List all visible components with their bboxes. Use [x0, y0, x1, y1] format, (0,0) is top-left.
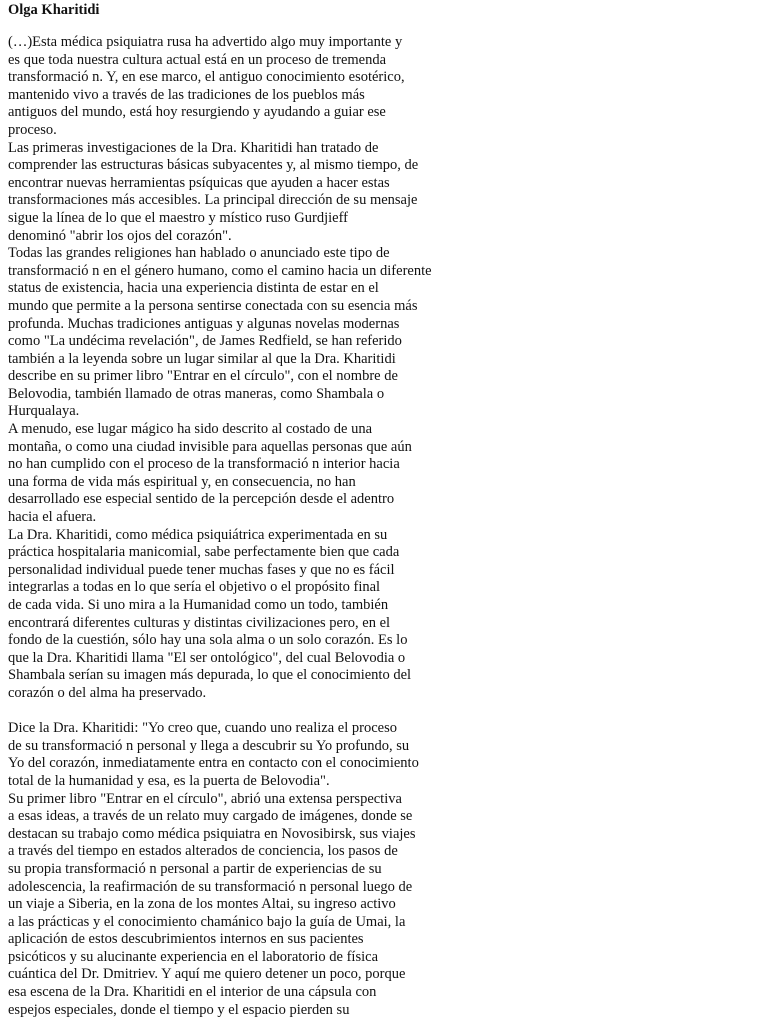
paragraph-gap: [8, 703, 758, 721]
text-line: proceso.: [8, 121, 57, 138]
text-line: que la Dra. Kharitidi llama "El ser ontológico", del cual Belovodia o: [8, 649, 406, 666]
text-line: su propia transformació n personal a partir de experiencias de su: [8, 860, 382, 877]
text-line: destacan su trabajo como médica psiquiatra en Novosibirsk, sus viajes: [8, 825, 416, 842]
text-line: espejos especiales, donde el tiempo y el espacio pierden su: [8, 1001, 350, 1018]
text-line: a esas ideas, a través de un relato muy cargado de imágenes, donde se: [8, 808, 413, 825]
text-line: status de existencia, hacia una experiencia distinta de estar en el: [8, 280, 379, 297]
text-line: sigue la línea de lo que el maestro y místico ruso Gurdjieff: [8, 209, 348, 226]
text-line: una forma de vida más espiritual y, en consecuencia, no han: [8, 473, 356, 490]
text-line: a través del tiempo en estados alterados de conciencia, los pasos de: [8, 843, 398, 860]
text-line: encontrará diferentes culturas y distintas civilizaciones pero, en el: [8, 614, 391, 631]
text-line: (…)Esta médica psiquiatra rusa ha advertido algo muy importante y: [8, 34, 403, 50]
text-line: describe en su primer libro "Entrar en el círculo", con el nombre de: [8, 368, 398, 385]
text-line: adolescencia, la reafirmación de su transformació n personal luego de: [8, 878, 413, 895]
text-line: Dice la Dra. Kharitidi: "Yo creo que, cuando uno realiza el proceso: [8, 720, 397, 737]
text-line: Hurqualaya.: [8, 403, 80, 420]
document-title: Olga Kharitidi: [8, 2, 100, 18]
text-line: A menudo, ese lugar mágico ha sido descrito al costado de una: [8, 421, 373, 438]
text-line: Su primer libro "Entrar en el círculo", abrió una extensa perspectiva: [8, 790, 402, 807]
text-line: La Dra. Kharitidi, como médica psiquiátrica experimentada en su: [8, 526, 388, 543]
text-line: como "La undécima revelación", de James Redfield, se han referido: [8, 333, 402, 350]
text-line: Las primeras investigaciones de la Dra. Kharitidi han tratado de: [8, 139, 379, 156]
text-line: práctica hospitalaria manicomial, sabe perfectamente bien que cada: [8, 544, 400, 561]
text-line: Todas las grandes religiones han hablado o anunciado este tipo de: [8, 245, 390, 262]
text-line: de cada vida. Si uno mira a la Humanidad como un todo, también: [8, 597, 389, 613]
text-line: hacia el afuera.: [8, 509, 97, 526]
text-line: Belovodia, también llamado de otras maneras, como Shambala o: [8, 385, 385, 402]
text-line: Shambala serían su imagen más depurada, lo que el conocimiento del: [8, 667, 412, 684]
document-page: [8, 0, 758, 1019]
text-line: un viaje a Siberia, en la zona de los montes Altai, su ingreso activo: [8, 896, 396, 913]
text-line: montaña, o como una ciudad invisible para aquellas personas que aún: [8, 438, 412, 455]
text-line: corazón o del alma ha preservado.: [8, 684, 207, 701]
text-line: personalidad individual puede tener muchas fases y que no es fácil: [8, 561, 395, 578]
text-line: transformació n. Y, en ese marco, el antiguo conocimiento esotérico,: [8, 69, 405, 86]
text-line: denominó "abrir los ojos del corazón".: [8, 227, 232, 244]
text-line: aplicación de estos descubrimientos internos en sus pacientes: [8, 931, 364, 948]
document-body: [8, 34, 758, 1019]
text-line: transformaciones más accesibles. La principal dirección de su mensaje: [8, 192, 418, 209]
text-line: total de la humanidad y esa, es la puerta de Belovodia".: [8, 772, 330, 789]
text-line: transformació n en el género humano, como el camino hacia un diferente: [8, 262, 432, 279]
text-line: esa escena de la Dra. Kharitidi en el interior de una cápsula con: [8, 984, 377, 1001]
text-line: Yo del corazón, inmediatamente entra en contacto con el conocimiento: [8, 755, 419, 772]
text-line: a las prácticas y el conocimiento chamánico bajo la guía de Umai, la: [8, 913, 406, 930]
text-line: mundo que permite a la persona sentirse conectada con su esencia más: [8, 297, 418, 314]
text-line: no han cumplido con el proceso de la transformació n interior hacia: [8, 456, 400, 473]
text-line: cuántica del Dr. Dmitriev. Y aquí me quiero detener un poco, porque: [8, 966, 406, 983]
text-line: mantenido vivo a través de las tradiciones de los pueblos más: [8, 86, 365, 103]
text-line: encontrar nuevas herramientas psíquicas que ayuden a hacer estas: [8, 174, 390, 191]
text-line: es que toda nuestra cultura actual está en un proceso de tremenda: [8, 51, 387, 68]
text-line: también a la leyenda sobre un lugar similar al que la Dra. Kharitidi: [8, 350, 396, 367]
text-line: profunda. Muchas tradiciones antiguas y algunas novelas modernas: [8, 315, 400, 332]
text-line: de su transformació n personal y llega a descubrir su Yo profundo, su: [8, 737, 410, 754]
text-line: integrarlas a todas en lo que sería el objetivo o el propósito final: [8, 579, 381, 596]
text-line: antiguos del mundo, está hoy resurgiendo y ayudando a guiar ese: [8, 104, 386, 121]
text-line: desarrollado ese especial sentido de la percepción desde el adentro: [8, 491, 395, 508]
text-line: comprender las estructuras básicas subyacentes y, al mismo tiempo, de: [8, 157, 419, 174]
text-line: fondo de la cuestión, sólo hay una sola alma o un solo corazón. Es lo: [8, 632, 408, 649]
text-line: psicóticos y su alucinante experiencia en el laboratorio de física: [8, 948, 379, 965]
